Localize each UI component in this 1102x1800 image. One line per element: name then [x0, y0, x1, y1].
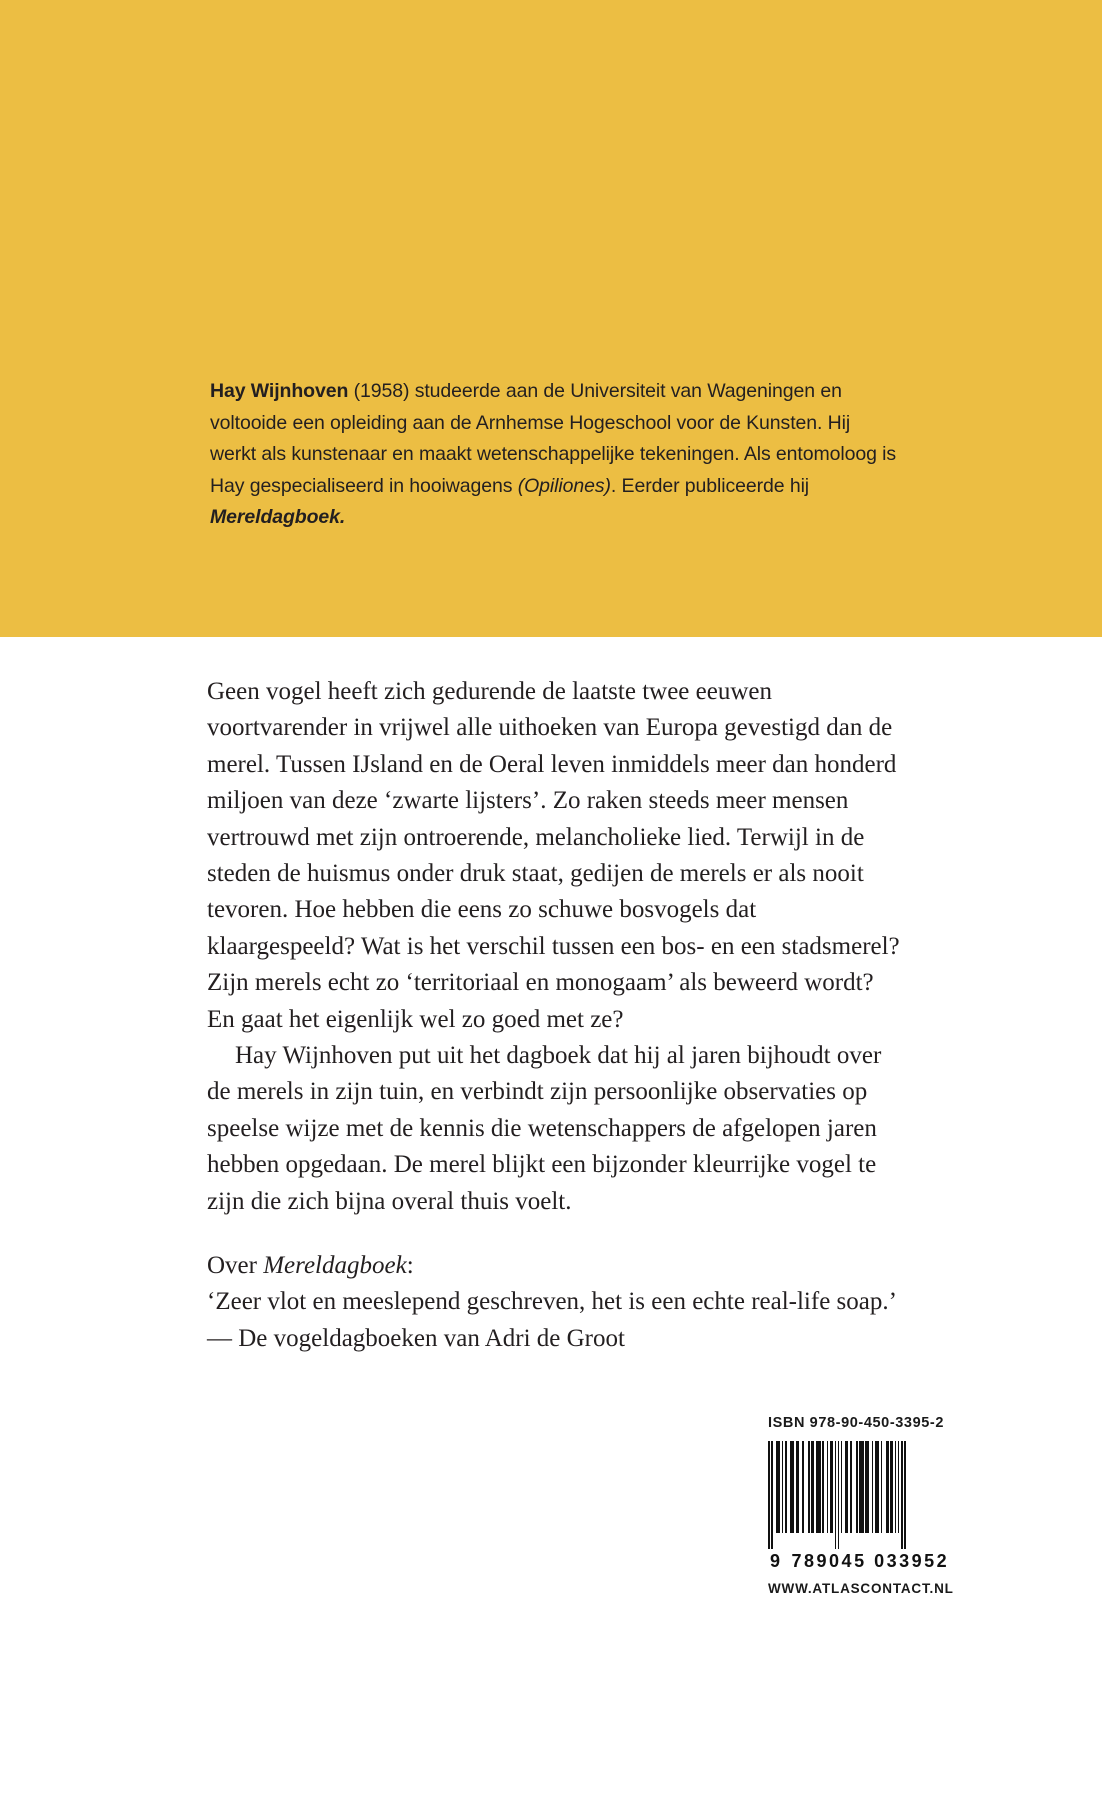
author-name: Hay Wijnhoven [210, 380, 349, 402]
publisher-website: WWW.ATLASCONTACT.NL [768, 1581, 954, 1596]
review-quote-text: ‘Zeer vlot en meeslepend geschreven, het is een echte real-life soap.’ [207, 1288, 897, 1316]
blurb-paragraph-2: Hay Wijnhoven put uit het dagboek dat hij al jaren bijhoudt over de merels in zijn tuin, en verbindt zijn persoonlijke observaties op speelse wijze met de kennis die wetenschappers de afgelopen jaren hebben opgedaan. De merel blijkt een bijzonder kleurrijke vogel te zijn die zich bijna overal thuis voelt. [207, 1042, 882, 1215]
blurb-body [207, 674, 907, 1220]
review-attribution: — De vogeldagboeken van Adri de Groot [207, 1324, 625, 1352]
review-quote-block [207, 1248, 927, 1357]
barcode-graphic [768, 1441, 940, 1549]
review-intro-prefix: Over [207, 1252, 264, 1279]
blurb-paragraph-1: Geen vogel heeft zich gedurende de laatste twee eeuwen voortvarender in vrijwel alle uithoeken van Europa gevestigd dan de merel. Tussen IJsland en de Oeral leven inmiddels meer dan honderd miljoen van deze ‘zwarte lijsters’. Zo raken steeds meer mensen vertrouwd met zijn ontroerende, melancholieke lied. Terwijl in de steden de huismus onder druk staat, gedijen de merels er als nooit tevoren. Hoe hebben die eens zo schuwe bosvogels dat klaargespeeld? Wat is het verschil tussen een bos- en een stadsmerel? Zijn merels echt zo ‘territoriaal en monogaam’ als beweerd wordt? En gaat het eigenlijk wel zo goed met ze? [207, 678, 900, 1033]
author-bio-text-part2: . Eerder publiceerde hij [610, 474, 810, 497]
review-intro-line [207, 1248, 927, 1284]
review-intro-suffix: : [406, 1252, 414, 1279]
species-name-italic: (Opiliones) [517, 474, 611, 497]
yellow-header-panel [0, 0, 1102, 637]
previous-book-title: Mereldagboek. [210, 506, 346, 528]
author-bio-block [210, 376, 900, 534]
review-book-title: Mereldagboek [263, 1252, 407, 1279]
isbn-label: ISBN 978-90-450-3395-2 [768, 1415, 945, 1431]
isbn-barcode-area [768, 1415, 954, 1596]
barcode-lead-digit: 9 [770, 1551, 783, 1571]
author-bio-text-part1: (1958) studeerde aan de Universiteit van Wageningen en voltooide een opleiding aan de Arnhemse Hogeschool voor de Kunsten. Hij werkt als kunstenaar en maakt wetenschappelijke tekeningen. Als entomoloog is Hay gespecialiseerd in hooiwagens [210, 380, 897, 497]
barcode-digits [768, 1551, 948, 1572]
barcode-main-digits: 789045 033952 [791, 1551, 950, 1571]
